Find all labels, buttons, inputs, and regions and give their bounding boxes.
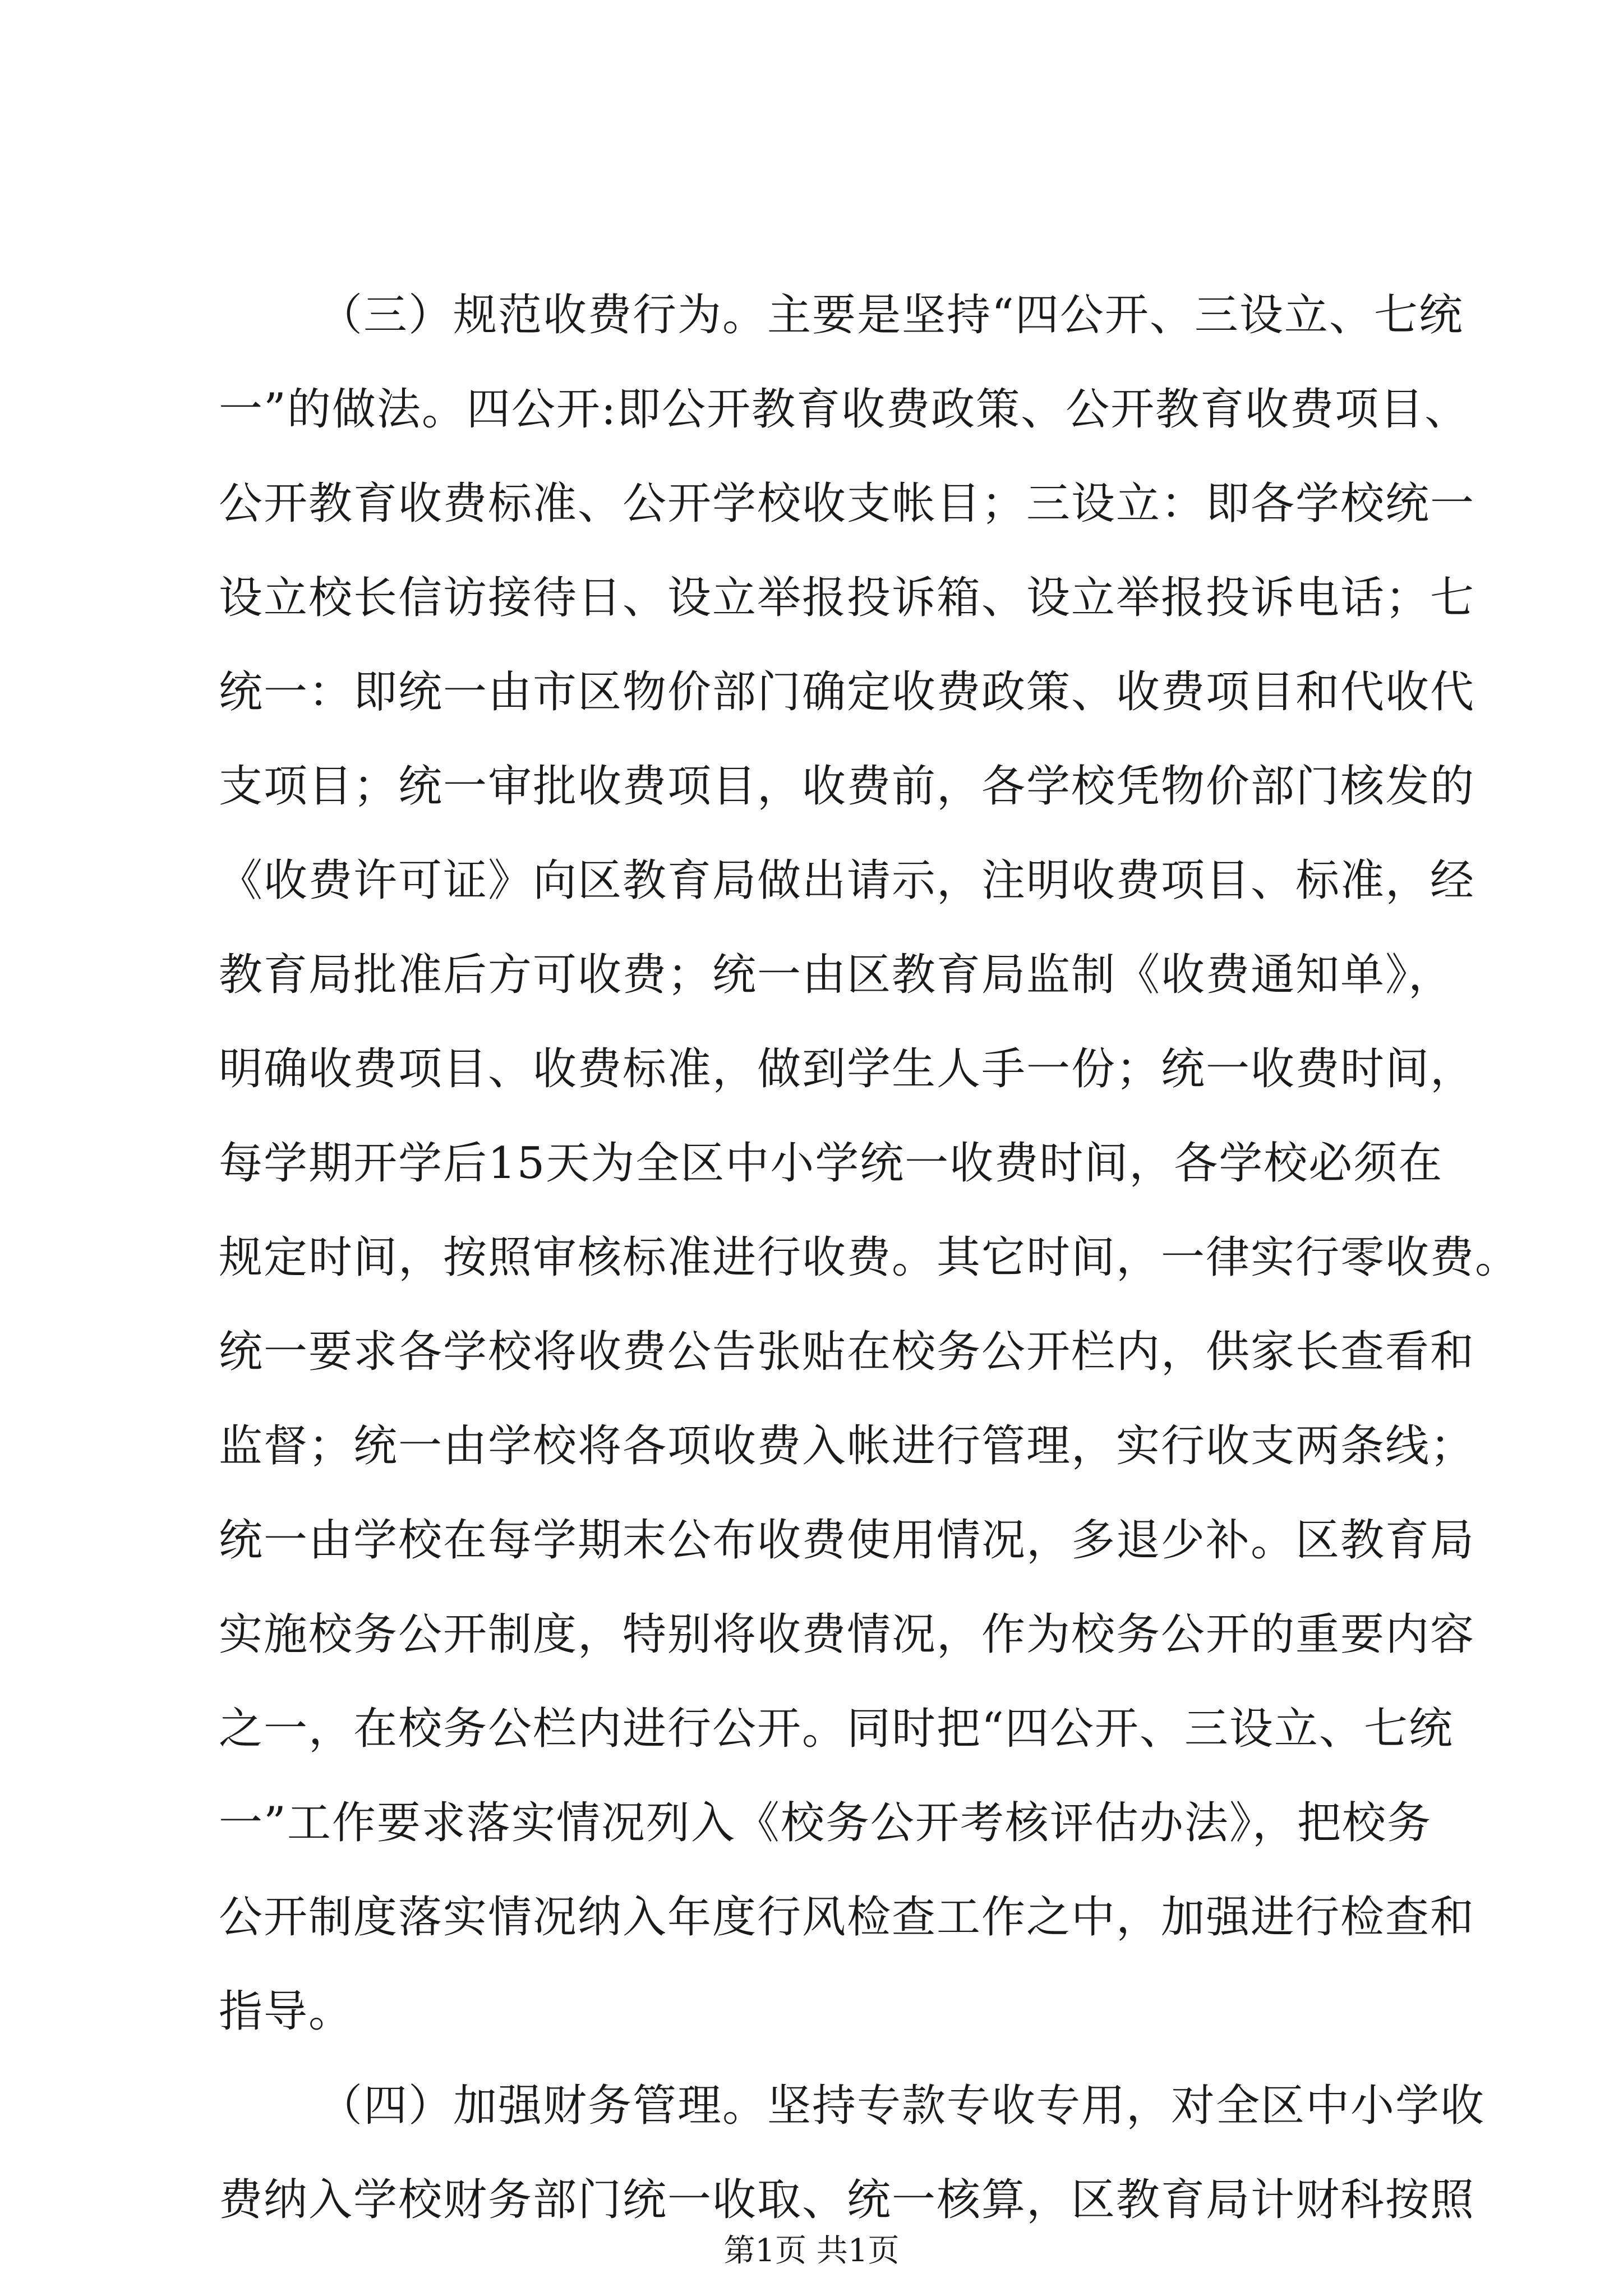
paragraph-3-line-9: 明确收费项目、收费标准，做到学生人手一份；统一收费时间， xyxy=(219,1044,1476,1094)
paragraph-3-line-11: 规定时间，按照审核标准进行收费。其它时间，一律实行零收费。 xyxy=(219,1232,1520,1283)
paragraph-3-line-18: 公开制度落实情况纳入年度行风检查工作之中，加强进行检查和 xyxy=(219,1892,1476,1943)
paragraph-3-line-12: 统一要求各学校将收费公告张贴在校务公开栏内，供家长查看和 xyxy=(219,1327,1476,1377)
page-footer: 第1页 共1页 xyxy=(723,2233,900,2269)
paragraph-4-line-2: 费纳入学校财务部门统一收取、统一核算，区教育局计财科按照 xyxy=(219,2175,1476,2225)
paragraph-3-line-6: 支项目；统一审批收费项目，收费前，各学校凭物价部门核发的 xyxy=(219,761,1476,812)
paragraph-3-line-19: 指导。 xyxy=(219,1986,354,2037)
paragraph-3-line-16: 之一，在校务公栏内进行公开。同时把“四公开、三设立、七统 xyxy=(219,1704,1454,1754)
paragraph-3-line-8: 教育局批准后方可收费；统一由区教育局监制《收费通知单》， xyxy=(219,950,1454,1000)
paragraph-3-line-5: 统一：即统一由市区物价部门确定收费政策、收费项目和代收代 xyxy=(219,667,1476,717)
paragraph-3-line-7: 《收费许可证》向区教育局做出请示，注明收费项目、标准，经 xyxy=(219,855,1476,906)
paragraph-3-line-10: 每学期开学后15天为全区中小学统一收费时间，各学校必须在 xyxy=(219,1138,1444,1189)
paragraph-3-line-4: 设立校长信访接待日、设立举报投诉箱、设立举报投诉电话；七 xyxy=(219,573,1476,623)
paragraph-4-line-1: （四）加强财务管理。坚持专款专收专用，对全区中小学收 xyxy=(319,2081,1486,2131)
paragraph-3-line-1: （三）规范收费行为。主要是坚持“四公开、三设立、七统 xyxy=(319,290,1464,341)
paragraph-3-line-15: 实施校务公开制度，特别将收费情况，作为校务公开的重要内容 xyxy=(219,1609,1476,1660)
paragraph-3-line-14: 统一由学校在每学期末公布收费使用情况，多退少补。区教育局 xyxy=(219,1515,1476,1566)
paragraph-3-line-3: 公开教育收费标准、公开学校收支帐目；三设立：即各学校统一 xyxy=(219,478,1476,529)
paragraph-3-line-2: 一”的做法。四公开:即公开教育收费政策、公开教育收费项目、 xyxy=(219,384,1470,435)
paragraph-3-line-17: 一”工作要求落实情况列入《校务公开考核评估办法》，把校务 xyxy=(219,1798,1432,1848)
paragraph-3-line-13: 监督；统一由学校将各项收费入帐进行管理，实行收支两条线； xyxy=(219,1421,1476,1471)
